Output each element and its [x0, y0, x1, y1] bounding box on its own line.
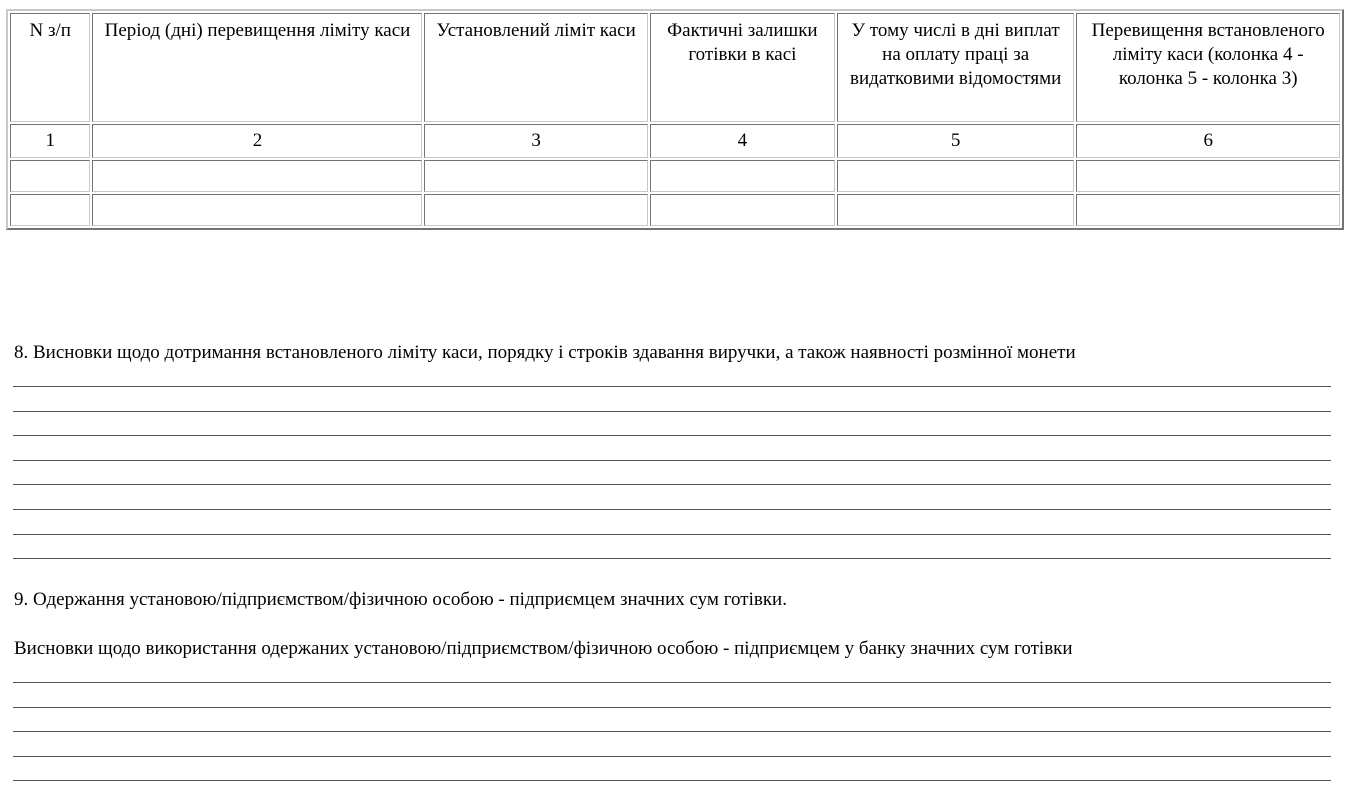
- column-number-cell: 2: [92, 124, 422, 158]
- empty-cell: [92, 194, 422, 226]
- answer-line: [13, 460, 1331, 461]
- empty-cell: [92, 160, 422, 192]
- empty-cell: [424, 160, 647, 192]
- header-cell-payroll-days: У тому числі в дні виплат на оплату праці за видатковими відомостями: [837, 13, 1074, 122]
- header-cell-set-limit: Установлений ліміт каси: [424, 13, 647, 122]
- column-number-cell: 3: [424, 124, 647, 158]
- answer-line: [13, 707, 1331, 708]
- section-9-heading: 9. Одержання установою/підприємством/фізичною особою - підприємцем значних сум готівки.: [14, 589, 787, 610]
- answer-line: [13, 386, 1331, 387]
- answer-line: [13, 534, 1331, 535]
- table-row: [10, 194, 1340, 226]
- column-number-cell: 6: [1076, 124, 1340, 158]
- empty-cell: [1076, 160, 1340, 192]
- answer-line: [13, 411, 1331, 412]
- cash-limit-table: [6, 9, 1344, 230]
- empty-cell: [650, 160, 835, 192]
- empty-cell: [10, 194, 90, 226]
- answer-line: [13, 731, 1331, 732]
- empty-cell: [650, 194, 835, 226]
- empty-cell: [10, 160, 90, 192]
- header-cell-period: Період (дні) перевищення ліміту каси: [92, 13, 422, 122]
- answer-line: [13, 558, 1331, 559]
- header-cell-limit-excess: Перевищення встановленого ліміту каси (колонка 4 - колонка 5 - колонка 3): [1076, 13, 1340, 122]
- section-9-conclusion-heading: Висновки щодо використання одержаних установою/підприємством/фізичною особою - підприємцем у банку значних сум готівки: [14, 638, 1073, 659]
- column-number-row: [10, 124, 1340, 158]
- section-8-heading: 8. Висновки щодо дотримання встановленого ліміту каси, порядку і строків здавання виручки, а також наявності розмінної монети: [14, 342, 1076, 363]
- header-cell-number: N з/п: [10, 13, 90, 122]
- empty-cell: [837, 194, 1074, 226]
- empty-cell: [1076, 194, 1340, 226]
- answer-line: [13, 509, 1331, 510]
- answer-line: [13, 780, 1331, 781]
- column-number-cell: 1: [10, 124, 90, 158]
- table-header-row: [10, 13, 1340, 122]
- header-cell-actual-balance: Фактичні залишки готівки в касі: [650, 13, 835, 122]
- answer-line: [13, 484, 1331, 485]
- answer-line: [13, 435, 1331, 436]
- empty-cell: [837, 160, 1074, 192]
- column-number-cell: 4: [650, 124, 835, 158]
- answer-line: [13, 756, 1331, 757]
- answer-line: [13, 682, 1331, 683]
- empty-cell: [424, 194, 647, 226]
- table-row: [10, 160, 1340, 192]
- column-number-cell: 5: [837, 124, 1074, 158]
